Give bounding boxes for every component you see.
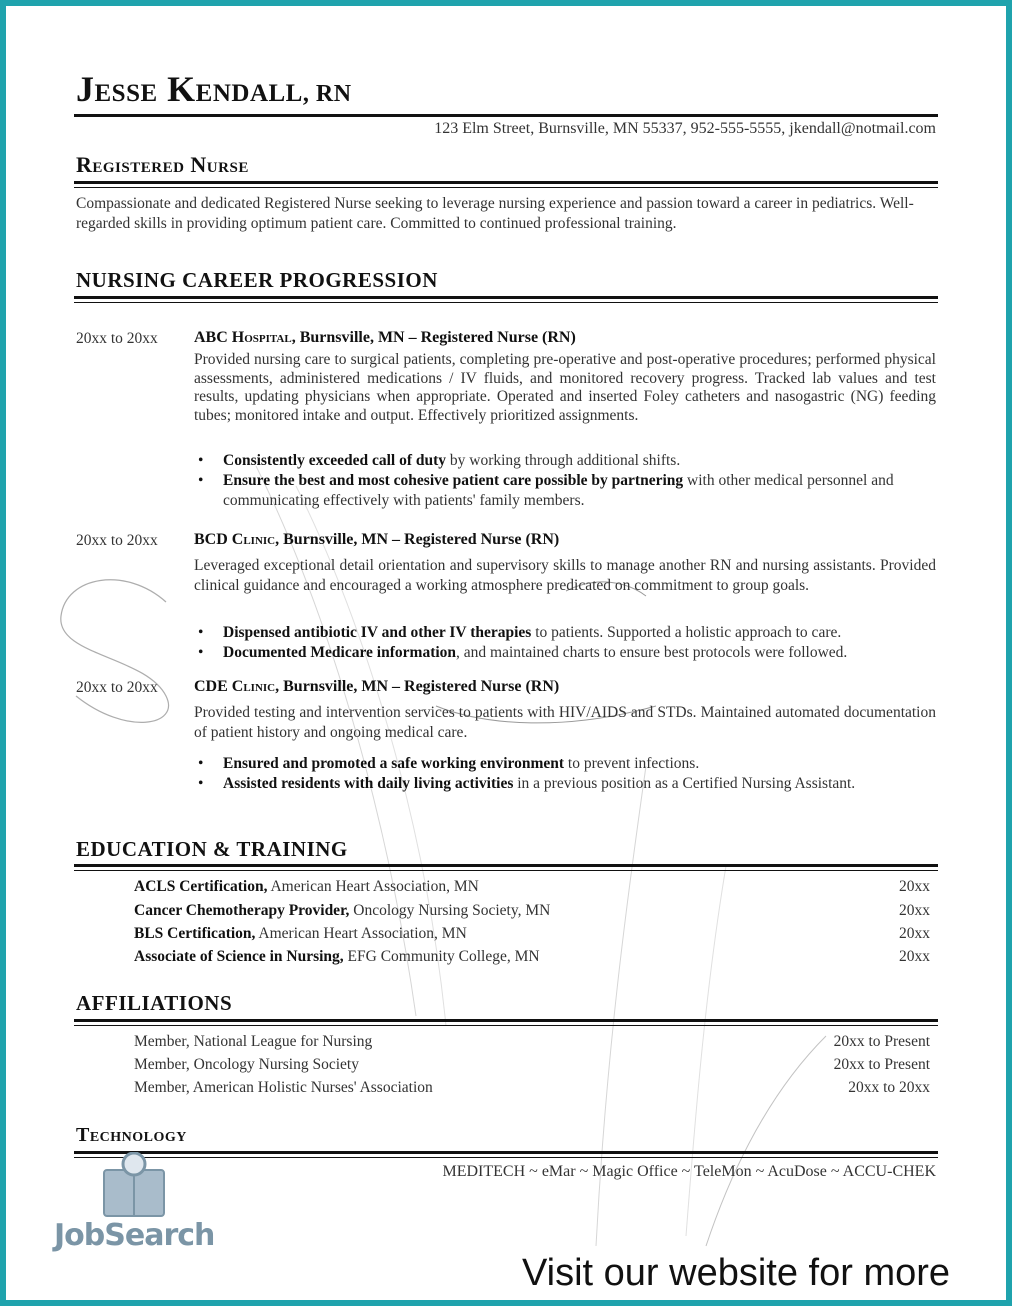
list-item — [134, 878, 930, 896]
bullet-text: with other medical personnel and communicating effectively with patients' family members. — [223, 472, 894, 509]
job-bullets — [194, 754, 936, 794]
cert-year: 20xx — [899, 948, 930, 965]
job-bullets — [194, 451, 936, 511]
objective-summary: Compassionate and dedicated Registered Nurse seeking to leverage nursing experience and passion toward a career in pediatrics. Well-regarded skills in providing optimum patient care. Committed to continued professional training. — [76, 195, 914, 232]
list-item — [194, 774, 936, 794]
objective-rule-thin — [74, 187, 938, 188]
education-rule-thick — [74, 864, 938, 867]
credential-text: , RN — [302, 81, 352, 107]
employer-name: ABC Hospital — [194, 329, 292, 346]
affiliations-rule-thin — [74, 1025, 938, 1026]
job-description: Provided testing and intervention services to patients with HIV/AIDS and STDs. Maintained automated documentation of patient history and ongoing medical care. — [194, 704, 936, 741]
education-rule-thin — [74, 870, 938, 871]
affiliation-dates: 20xx to Present — [833, 1033, 930, 1050]
job-bullets — [194, 623, 936, 663]
cert-name: ACLS Certification, — [134, 878, 268, 895]
technology-heading: Technology — [76, 1124, 187, 1146]
list-item — [134, 948, 930, 966]
cert-issuer: Oncology Nursing Society, MN — [349, 902, 551, 919]
technology-list: MEDITECH ~ eMar ~ Magic Office ~ TeleMon ~ AcuDose ~ ACCU-CHEK — [442, 1163, 936, 1180]
job-description: Leveraged exceptional detail orientation and supervisory skills to manage another RN and nursing assistants. Provided clinical guidance and encouraged a working atmosphere predicated on commitment to group goals. — [194, 557, 936, 594]
cert-year: 20xx — [899, 925, 930, 942]
affiliation-name: Member, Oncology Nursing Society — [134, 1056, 359, 1073]
job-role: , Burnsville, MN – Registered Nurse (RN) — [275, 531, 560, 548]
job-role: , Burnsville, MN – Registered Nurse (RN) — [275, 678, 560, 695]
bullet-bold: Documented Medicare information — [223, 644, 457, 661]
list-item — [134, 925, 930, 943]
career-rule-thin — [74, 302, 938, 303]
job-title — [194, 531, 559, 549]
bullet-text: in a previous position as a Certified Nursing Assistant. — [513, 775, 856, 792]
objective-heading: Registered Nurse — [76, 152, 249, 177]
list-item — [194, 471, 936, 511]
bullet-bold: Assisted residents with daily living activities — [223, 775, 514, 792]
affiliation-dates: 20xx to 20xx — [848, 1079, 930, 1096]
list-item — [134, 1033, 930, 1051]
bullet-bold: Dispensed antibiotic IV and other IV therapies — [223, 624, 532, 641]
job-description: Provided nursing care to surgical patients, completing pre-operative and post-operative procedures; performed physical assessments, administered medications / IV fluids, and monitored recovery progress. Tracked lab values and test results, updating physicians when appropriate. Operated and inserted Foley catheters and nasogastric (NG) feeding tubes; monitored intake and output. Effectively prioritized assignments. — [194, 351, 936, 424]
bullet-bold: Ensured and promoted a safe working environment — [223, 755, 565, 772]
cert-year: 20xx — [899, 902, 930, 919]
cert-name: Cancer Chemotherapy Provider, — [134, 902, 350, 919]
list-item — [194, 643, 936, 663]
bullet-text: by working through additional shifts. — [446, 452, 681, 469]
cert-issuer: American Heart Association, MN — [267, 878, 479, 895]
affiliations-heading: AFFILIATIONS — [76, 991, 233, 1015]
candidate-name — [76, 68, 352, 110]
bullet-bold: Consistently exceeded call of duty — [223, 452, 447, 469]
contact-info: 123 Elm Street, Burnsville, MN 55337, 952-555-5555, jkendall@notmail.com — [434, 120, 936, 137]
name-text: Jesse Kendall — [76, 69, 303, 109]
header-rule — [74, 114, 938, 117]
job-dates: 20xx to 20xx — [76, 330, 158, 347]
job-dates: 20xx to 20xx — [76, 679, 158, 696]
job-title — [194, 329, 576, 347]
cert-issuer: EFG Community College, MN — [343, 948, 540, 965]
bullet-bold: Ensure the best and most cohesive patient care possible by partnering — [223, 472, 684, 489]
affiliation-dates: 20xx to Present — [833, 1056, 930, 1073]
objective-rule-thick — [74, 181, 938, 184]
resume-page — [6, 6, 1006, 1300]
employer-name: BCD Clinic — [194, 531, 276, 548]
jobsearch-logo-text: JobSearch — [54, 1218, 215, 1253]
bullet-text: , and maintained charts to ensure best protocols were followed. — [456, 644, 848, 661]
job-title — [194, 678, 559, 696]
affiliation-name: Member, National League for Nursing — [134, 1033, 373, 1050]
job-role: , Burnsville, MN – Registered Nurse (RN) — [291, 329, 576, 346]
bullet-text: to prevent infections. — [564, 755, 700, 772]
list-item — [194, 754, 936, 774]
visit-website-link[interactable]: Visit our website for more — [522, 1252, 951, 1294]
affiliations-rule-thick — [74, 1019, 938, 1022]
cert-name: Associate of Science in Nursing, — [134, 948, 344, 965]
list-item — [194, 451, 936, 471]
job-dates: 20xx to 20xx — [76, 532, 158, 549]
career-rule-thick — [74, 296, 938, 299]
cert-name: BLS Certification, — [134, 925, 256, 942]
cert-issuer: American Heart Association, MN — [255, 925, 467, 942]
education-heading: EDUCATION & TRAINING — [76, 837, 348, 861]
career-heading: NURSING CAREER PROGRESSION — [76, 268, 438, 292]
list-item — [194, 623, 936, 643]
list-item — [134, 1079, 930, 1097]
list-item — [134, 1056, 930, 1074]
bullet-text: to patients. Supported a holistic approach to care. — [531, 624, 842, 641]
affiliation-name: Member, American Holistic Nurses' Association — [134, 1079, 433, 1096]
cert-year: 20xx — [899, 878, 930, 895]
list-item — [134, 902, 930, 920]
employer-name: CDE Clinic — [194, 678, 276, 695]
